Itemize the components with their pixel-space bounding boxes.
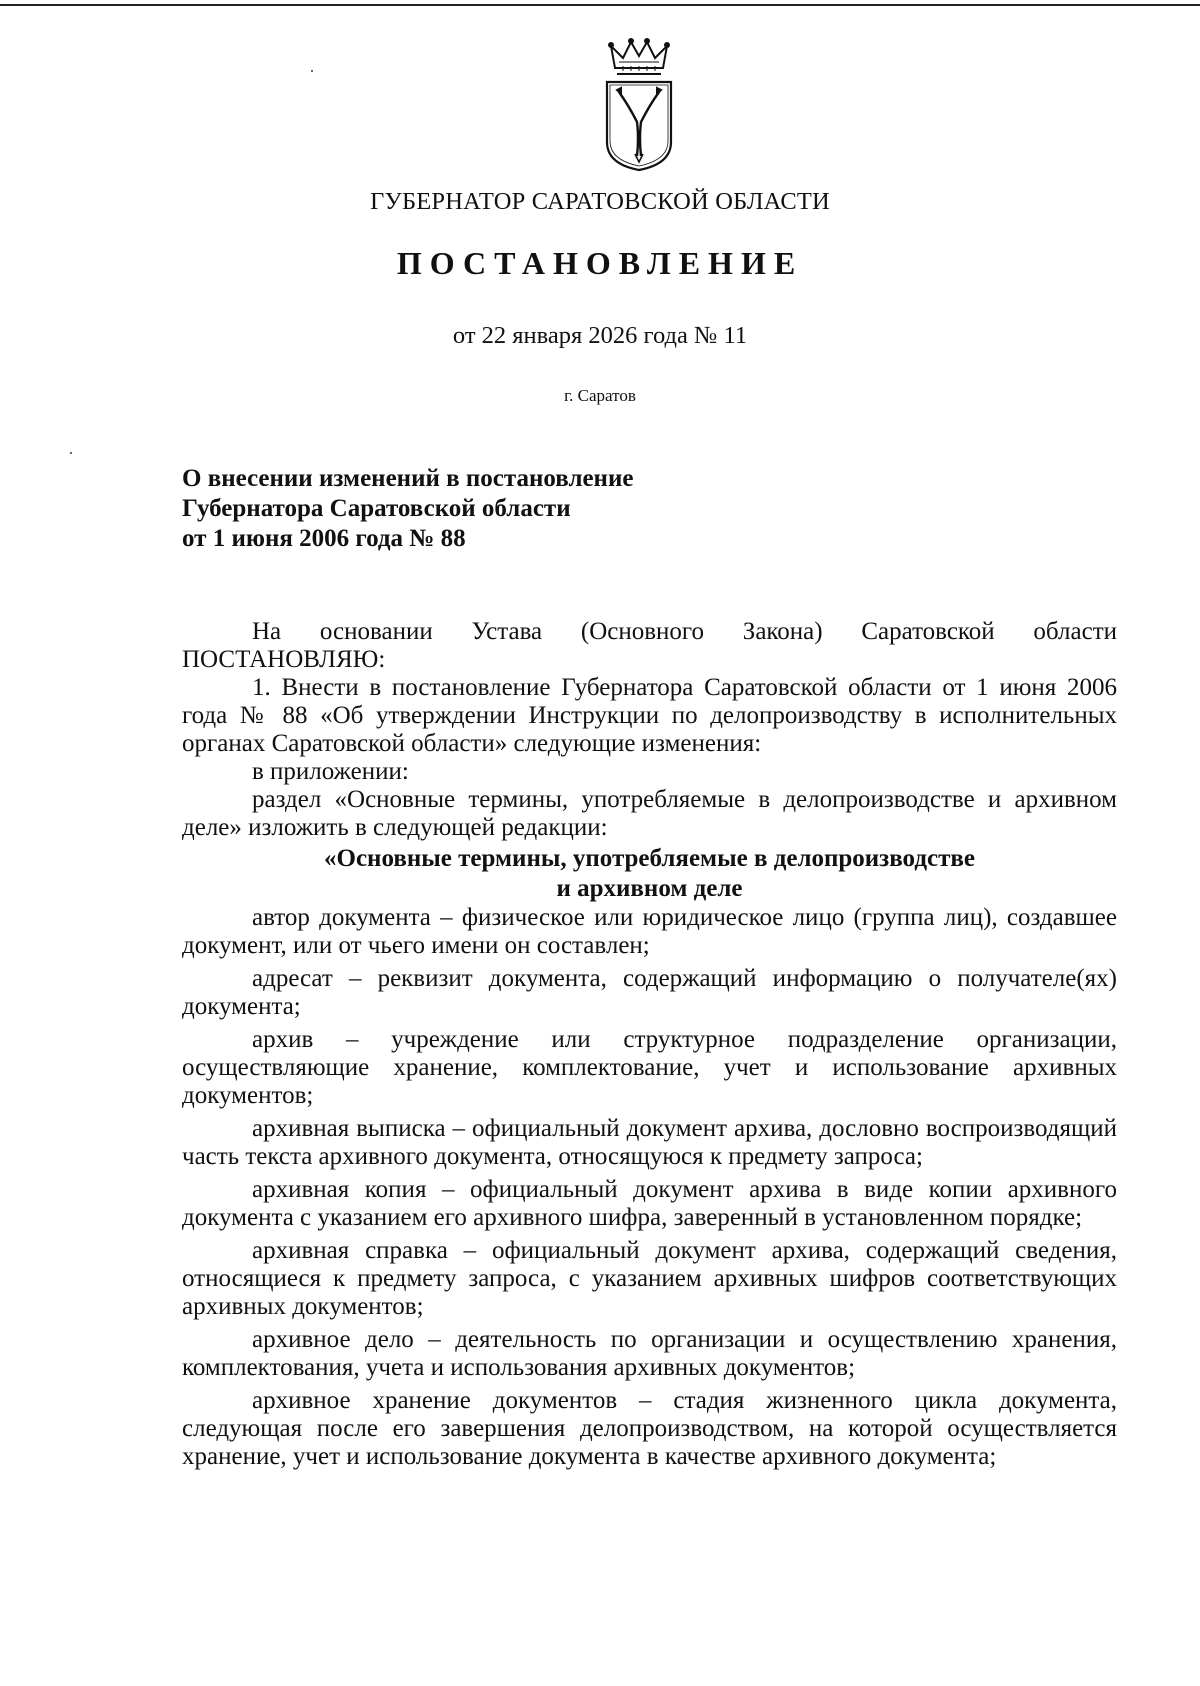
item-1-paragraph: 1. Внести в постановление Губернатора Саратовской области от 1 июня 2006 года № 88 «Об утверждении Инструкции по делопроизводству в исполнительных органах Саратовской области» следующие изменения: [182, 674, 1117, 757]
term-definition: адресат – реквизит документа, содержащий информацию о получателе(ях) документа; [182, 965, 1117, 1020]
term-definition: архивное дело – деятельность по организации и осуществлению хранения, комплектования, учета и использования архивных документов; [182, 1326, 1117, 1381]
scan-speck [311, 70, 313, 72]
scan-top-edge [0, 4, 1200, 6]
issuing-authority: ГУБЕРНАТОР САРАТОВСКОЙ ОБЛАСТИ [370, 188, 830, 215]
section-title-line: «Основные термины, употребляемые в делопроизводстве [324, 845, 975, 872]
section-instruction-paragraph: раздел «Основные термины, употребляемые в делопроизводстве и архивном деле» изложить в следующей редакции: [182, 786, 1117, 841]
term-definition: архивная копия – официальный документ архива в виде копии архивного документа с указанием его архивного шифра, заверенный в установленном порядке; [182, 1176, 1117, 1231]
term-definition: архив – учреждение или структурное подразделение организации, осуществляющие хранение, комплектование, учет и использование архивных документов; [182, 1026, 1117, 1109]
document-subject [182, 464, 782, 554]
term-definition: архивная выписка – официальный документ архива, дословно воспроизводящий часть текста архивного документа, относящуюся к предмету запроса; [182, 1115, 1117, 1170]
saratov-coat-of-arms-icon [593, 38, 685, 174]
document-place: г. Саратов [564, 386, 636, 405]
document-body [182, 618, 1117, 1476]
document-date-number: от 22 января 2026 года № 11 [452, 322, 748, 349]
section-title [182, 844, 1117, 904]
scan-speck [70, 452, 72, 454]
document-type-title: ПОСТАНОВЛЕНИЕ [396, 245, 804, 281]
subject-line: Губернатора Саратовской области [182, 495, 571, 522]
subject-line: от 1 июня 2006 года № 88 [182, 525, 466, 552]
term-definition: архивная справка – официальный документ архива, содержащий сведения, относящиеся к предмету запроса, с указанием архивных шифров соответствующих архивных документов; [182, 1237, 1117, 1320]
preamble-paragraph: На основании Устава (Основного Закона) Саратовской области ПОСТАНОВЛЯЮ: [182, 618, 1117, 673]
section-title-line: и архивном деле [556, 875, 743, 902]
appendix-paragraph: в приложении: [252, 758, 409, 785]
term-definition: архивное хранение документов – стадия жизненного цикла документа, следующая после его завершения делопроизводством, на которой осуществляется хранение, учет и использование документа в качестве архивного документа; [182, 1387, 1117, 1470]
term-definition: автор документа – физическое или юридическое лицо (группа лиц), создавшее документ, или от чьего имени он составлен; [182, 904, 1117, 959]
subject-line: О внесении изменений в постановление [182, 465, 634, 492]
